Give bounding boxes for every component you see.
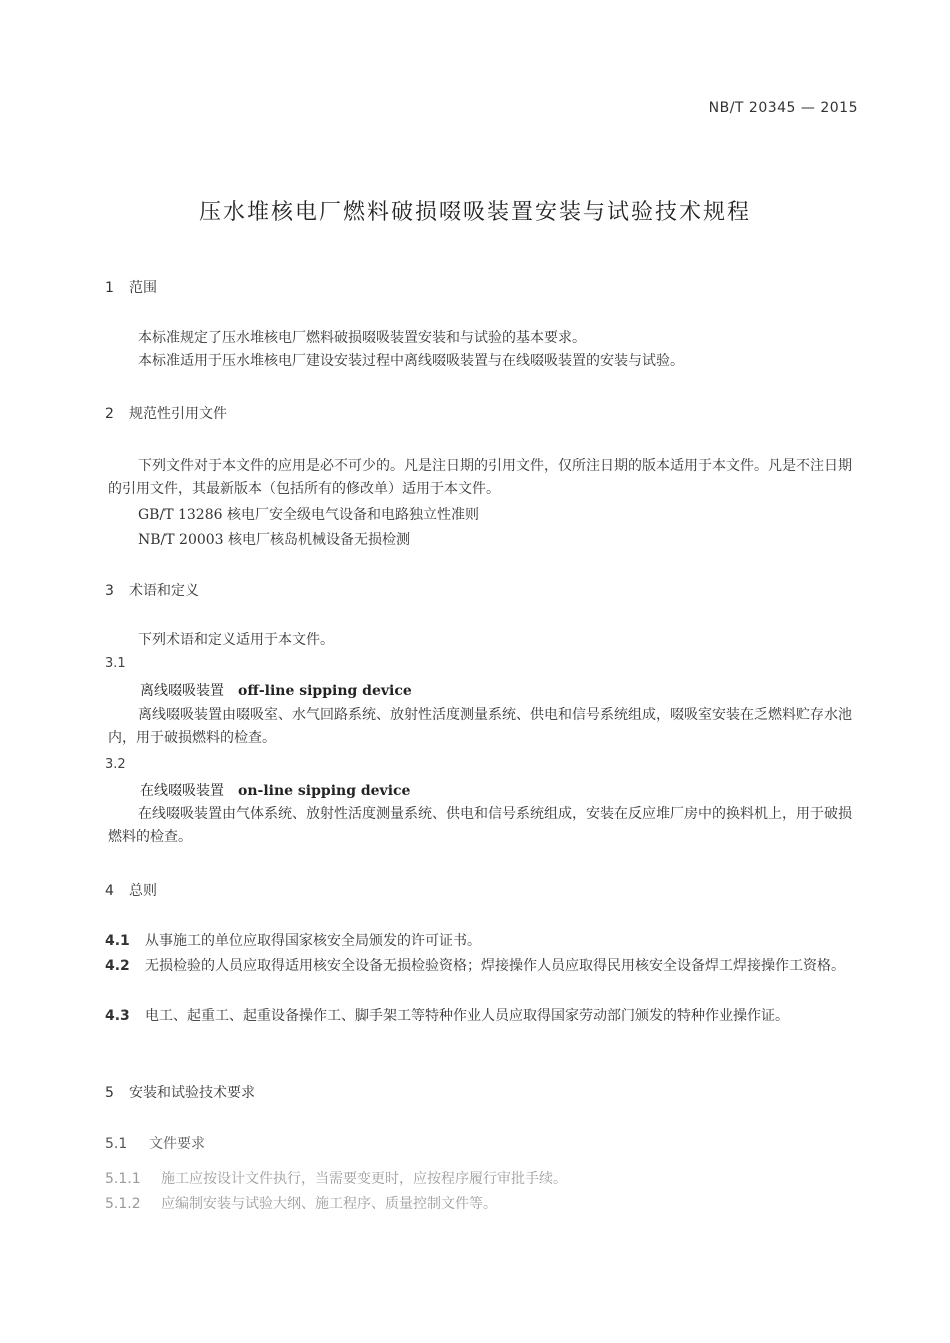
section-title: 范围 — [129, 280, 157, 296]
clause-4-1 — [105, 930, 860, 953]
section-number: 3 — [105, 583, 114, 599]
clause-4-2 — [105, 955, 860, 978]
term-3-1-number: 3.1 — [105, 656, 126, 671]
clause-4-3 — [105, 1005, 860, 1028]
terms-intro: 下列术语和定义适用于本文件。 — [138, 632, 334, 648]
term-english: on-line sipping device — [238, 783, 411, 799]
term-3-1-definition: 离线啜吸装置由啜吸室、水气回路系统、放射性活度测量系统、供电和信号系统组成，啜吸室安装在乏燃料贮存水池内，用于破损燃料的检查。 — [108, 707, 852, 746]
clause-5-1-2 — [105, 1193, 860, 1216]
clause-text: 无损检验的人员应取得适用核安全设备无损检验资格；焊接操作人员应取得民用核安全设备焊工焊接操作工资格。 — [145, 958, 845, 974]
reference-nb-t-20003: NB/T 20003 核电厂核岛机械设备无损检测 — [138, 532, 411, 548]
section-number: 5 — [105, 1085, 114, 1101]
standard-code: NB/T 20345 — 2015 — [708, 100, 858, 116]
section-number: 1 — [105, 280, 114, 296]
subsection-title: 文件要求 — [149, 1136, 205, 1152]
clause-number: 4.2 — [105, 958, 130, 974]
clause-text: 从事施工的单位应取得国家核安全局颁发的许可证书。 — [145, 933, 481, 949]
section-title: 术语和定义 — [129, 583, 199, 599]
section-title: 总则 — [129, 883, 157, 899]
section-5-heading — [105, 1082, 255, 1102]
term-english: off-line sipping device — [238, 683, 412, 699]
section-2-heading — [105, 403, 227, 423]
section-title: 安装和试验技术要求 — [129, 1085, 255, 1101]
term-3-2 — [140, 780, 410, 800]
section-4-heading — [105, 880, 157, 900]
clause-number: 5.1.2 — [105, 1196, 141, 1212]
subsection-5-1-heading — [105, 1133, 205, 1153]
scope-paragraph-1: 本标准规定了压水堆核电厂燃料破损啜吸装置安装和与试验的基本要求。 — [138, 330, 586, 346]
document-title: 压水堆核电厂燃料破损啜吸装置安装与试验技术规程 — [198, 200, 751, 225]
term-3-1 — [140, 680, 412, 700]
section-title: 规范性引用文件 — [129, 406, 227, 422]
clause-number: 4.3 — [105, 1008, 130, 1024]
scope-paragraph-2: 本标准适用于压水堆核电厂建设安装过程中离线啜吸装置与在线啜吸装置的安装与试验。 — [138, 353, 684, 369]
term-3-2-number: 3.2 — [105, 757, 126, 772]
subsection-number: 5.1 — [105, 1136, 128, 1152]
clause-text: 电工、起重工、起重设备操作工、脚手架工等特种作业人员应取得国家劳动部门颁发的特种作业操作证。 — [145, 1008, 789, 1024]
reference-gb-t-13286: GB/T 13286 核电厂安全级电气设备和电路独立性准则 — [138, 507, 479, 523]
section-number: 2 — [105, 406, 114, 422]
clause-text: 施工应按设计文件执行，当需要变更时，应按程序履行审批手续。 — [161, 1171, 567, 1187]
section-3-heading — [105, 580, 199, 600]
term-chinese: 离线啜吸装置 — [140, 683, 224, 699]
clause-number: 5.1.1 — [105, 1171, 141, 1187]
section-number: 4 — [105, 883, 114, 899]
normative-references-paragraph: 下列文件对于本文件的应用是必不可少的。凡是注日期的引用文件，仅所注日期的版本适用于本文件。凡是不注日期的引用文件，其最新版本（包括所有的修改单）适用于本文件。 — [108, 458, 852, 497]
clause-text: 应编制安装与试验大纲、施工程序、质量控制文件等。 — [161, 1196, 497, 1212]
section-1-heading — [105, 277, 157, 297]
clause-number: 4.1 — [105, 933, 130, 949]
clause-5-1-1 — [105, 1168, 860, 1191]
term-chinese: 在线啜吸装置 — [140, 783, 224, 799]
term-3-2-definition: 在线啜吸装置由气体系统、放射性活度测量系统、供电和信号系统组成，安装在反应堆厂房中的换料机上，用于破损燃料的检查。 — [108, 806, 852, 845]
